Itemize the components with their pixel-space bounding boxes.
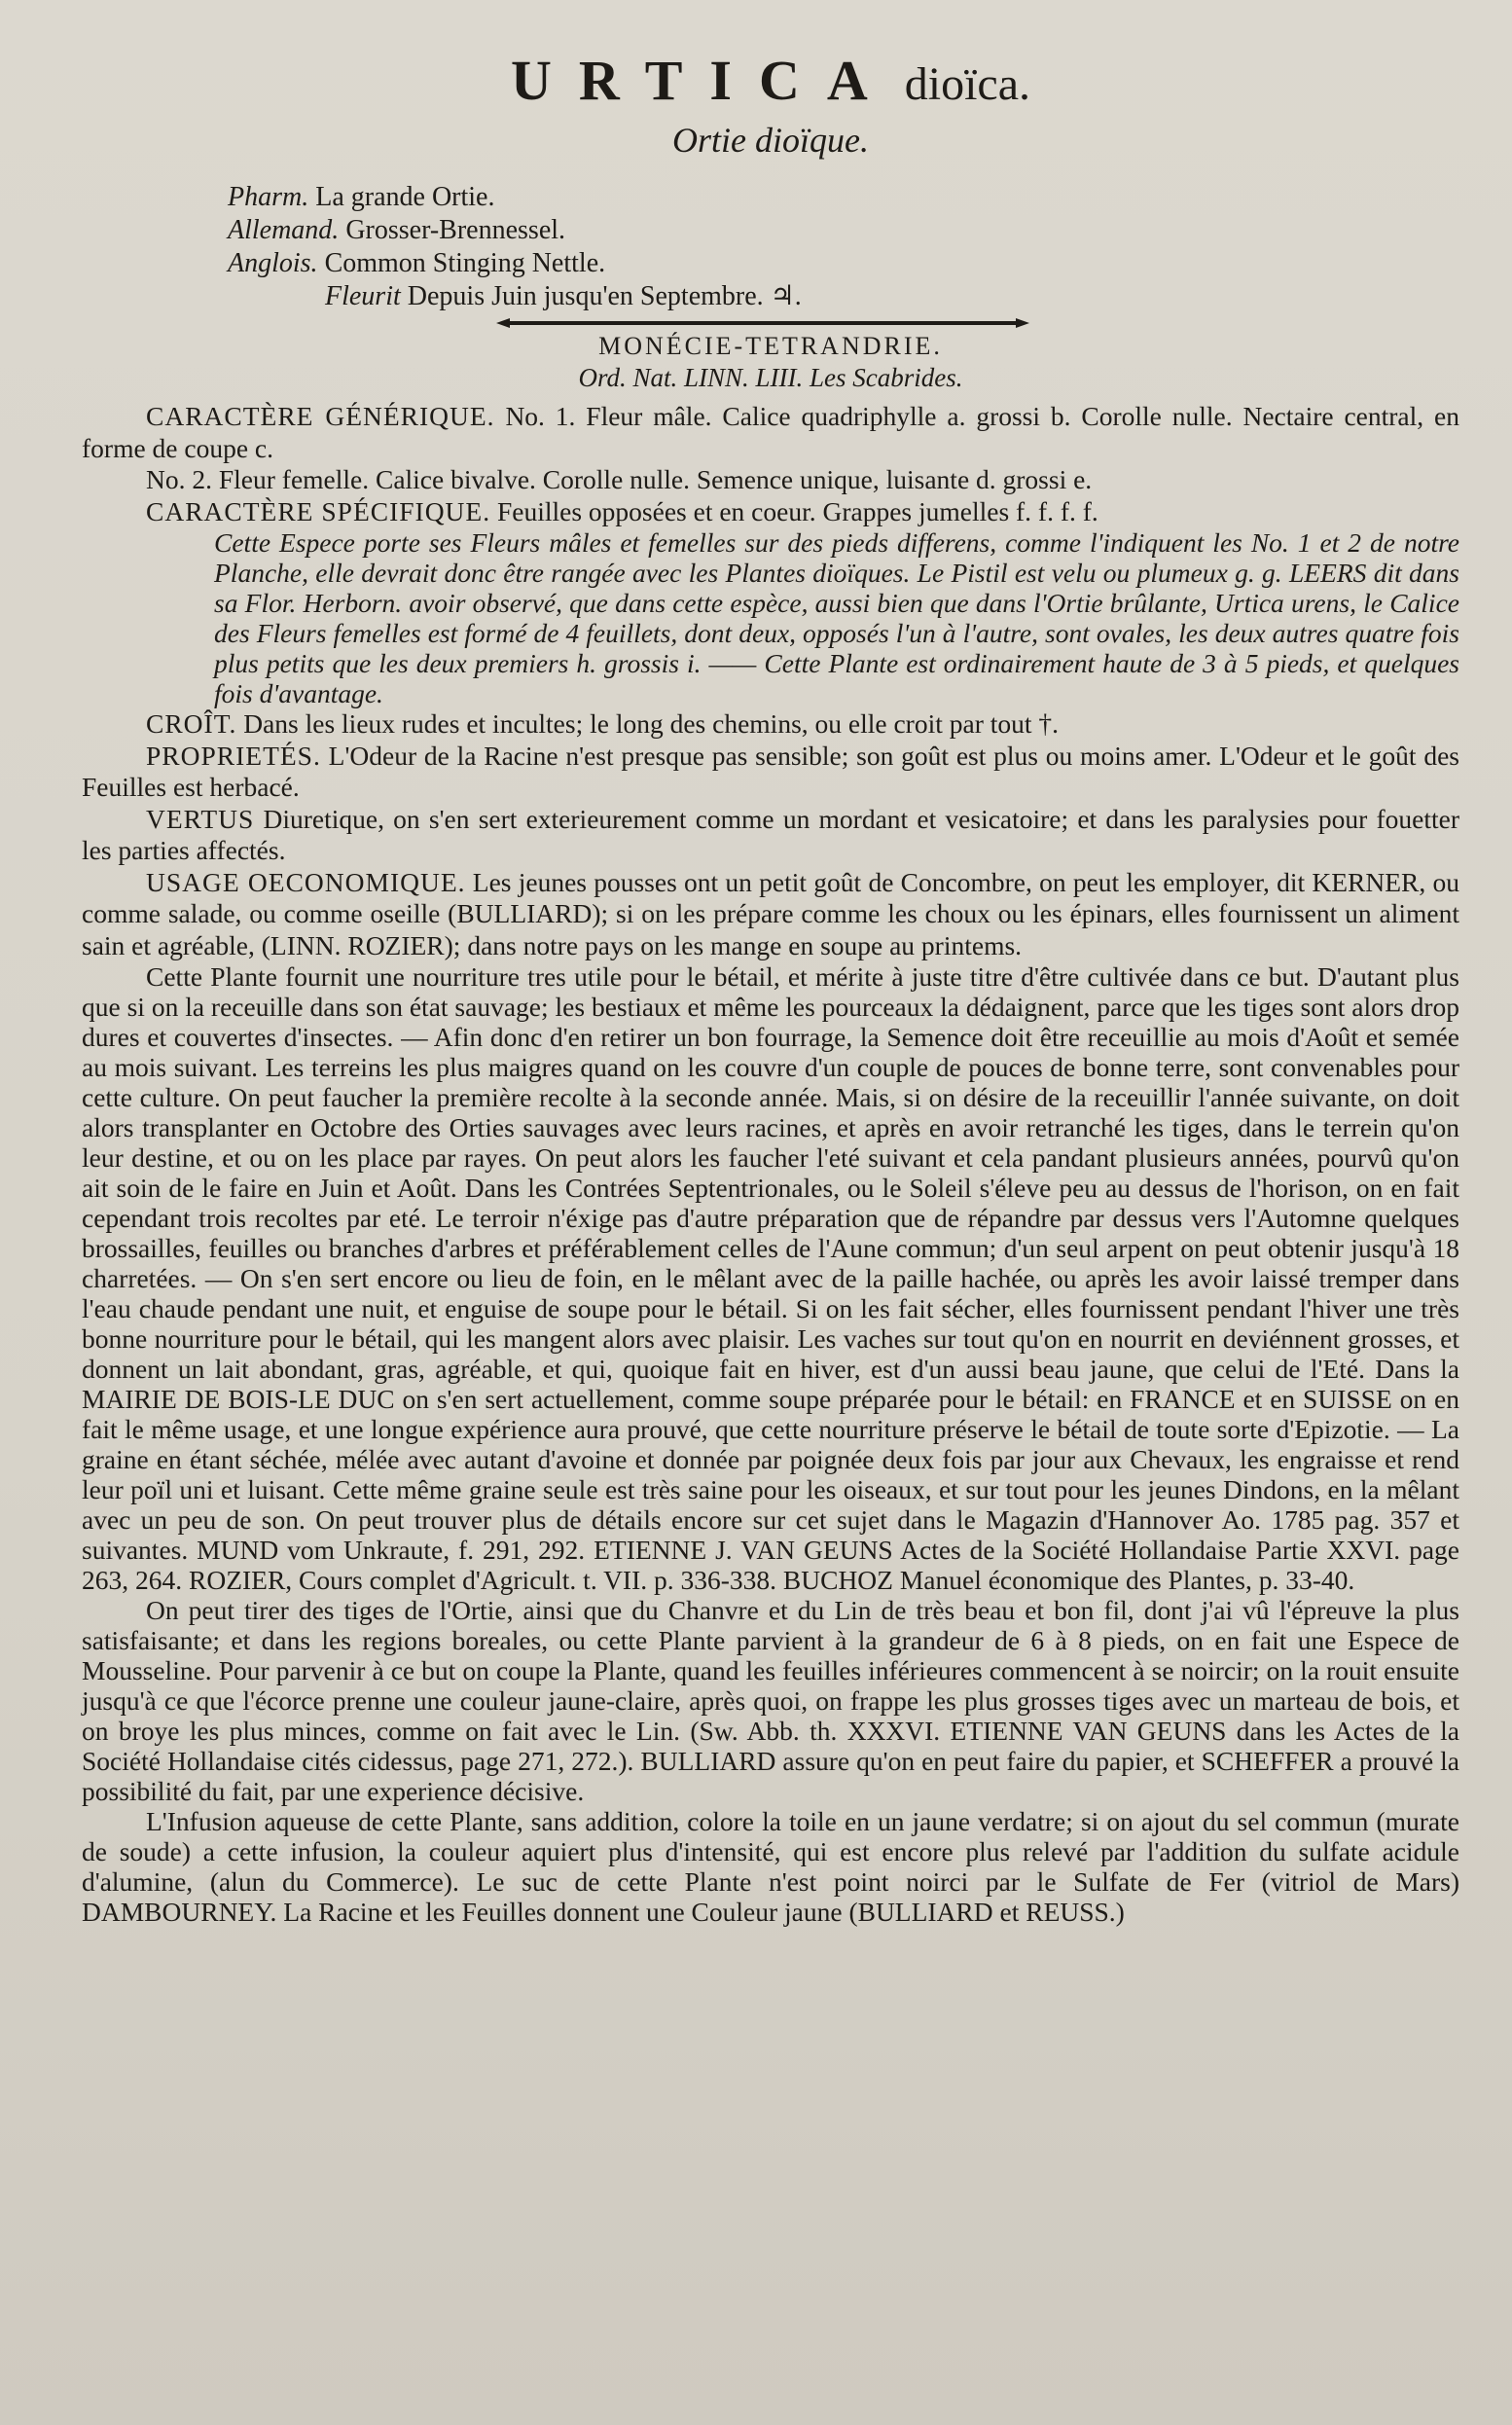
name-value: Grosser-Brennessel. [345,215,566,245]
section-label: CARACTÈRE SPÉCIFIQUE. [146,495,491,526]
name-label: Pharm. [228,182,309,212]
genus-name: URTICA [510,49,895,112]
habitat-section [82,708,1459,741]
name-row-pharm [228,181,1459,214]
main-text [82,401,1459,1927]
fodder-paragraph: Cette Plante fournit une nourriture tres utile pour le bétail, et mérite à juste titre d'être cultivée dans ce but. D'autant plus que si on la receuille dans son état sauvage; les bestiaux et même les pourceaux la dédaignent, parce que les tiges sont alors drop dures et couvertes d'insectes. — Afin donc d'en retirer un bon fourrage, la Semence doit être receuillie au mois d'Août et semée au mois suivant. Les terreins les plus maigres quand on les couvre d'un couple de pouces de bonne terre, sont convenables pour cette culture. On peut faucher la première recolte à la seconde année. Mais, si on désire de la receuillir l'année suivante, on doit alors transplanter en Octobre des Orties sauvages avec leurs racines, et après en avoir retranché les tiges, dans le terrein qu'on leur destine, et ou on les place par rayes. On peut alors les faucher l'eté suivant et cela pandant plusieurs années, pourvû qu'on ait soin de le faire en Juin et Août. Dans les Contrées Septentrionales, ou le Soleil s'éleve peu au dessus de l'horison, on en fait cependant trois recoltes par eté. Le terroir n'éxige pas d'autre préparation que de répandre par dessus vers l'Automne quelques brossailles, feuilles ou branches d'arbres et préférablement celles de l'Aune commun; d'un seul arpent on peut obtenir jusqu'à 18 charretées. — On s'en sert encore ou lieu de foin, en le mêlant avec de la paille hachée, ou après les avoir laissé tremper dans l'eau chaude pendant une nuit, et enguise de soupe pour le bétail. Si on les fait sécher, elles fournissent pendant l'hiver une très bonne nourriture pour le bétail, qui les mangent alors avec plaisir. Les vaches sur tout qu'on en nourrit en deviénnent grosses, et donnent un lait abondant, gras, agréable, et qui, quoique fait en hiver, est d'un aussi beau jaune, que celui de l'Eté. Dans la MAIRIE DE BOIS-LE DUC on s'en sert actuellement, comme soupe préparée pour le bétail: en FRANCE et en SUISSE on en fait le même usage, et une longue expérience aura prouvé, que cette nourriture préserve le bétail de toute sorte d'Epizotie. — La graine en étant séchée, mélée avec autant d'avoine et donnée par poignée deux fois par jour aux Chevaux, les engraisse et rend leur poïl uni et luisant. Cette même graine seule est très saine pour les oiseaux, et sur tout pour les jeunes Dindons, en la mêlant avec un peu de son. On peut trouver plus de détails encore sur cet sujet dans le Magazin d'Hannover Ao. 1785 pag. 357 et suivantes. MUND vom Unkraute, f. 291, 292. ETIENNE J. VAN GEUNS Actes de la Société Hollandaise Partie XXVI. page 263, 264. ROZIER, Cours complet d'Agricult. t. VII. p. 336-338. BUCHOZ Manuel économique des Plantes, p. 33-40. [82,961,1459,1595]
name-label: Anglois. [228,248,318,278]
female-flower: No. 2. Fleur femelle. Calice bivalve. Corolle nulle. Semence unique, luisante d. grossi e. [146,464,1093,494]
name-value: La grande Ortie. [315,182,495,212]
species-name: dioïca. [904,58,1031,110]
name-row-allemand [228,214,1459,247]
dye-paragraph: L'Infusion aqueuse de cette Plante, sans addition, colore la toile en un jaune verdatre; si on ajout du sel commun (murate de soude) a cette infusion, la couleur aquiert plus d'intensité, qui est encore plus relevé par l'addition du sulfate acidule d'alumine, (alun du Commerce). Le suc de cette Plante n'est point noirci par le Sulfate de Fer (vitriol de Mars) DAMBOURNEY. La Racine et les Feuilles donnent une Couleur jaune (BULLIARD et REUSS.) [82,1806,1459,1927]
page-title [82,47,1459,119]
virtues-section [82,804,1459,867]
section-text: L'Odeur de la Racine n'est presque pas sensible; son goût est plus ou moins amer. L'Odeur et le goût des Feuilles est herbacé. [82,740,1460,802]
properties-section [82,741,1459,804]
name-value: Depuis Juin jusqu'en Septembre. ♃. [407,281,802,311]
specific-character [82,496,1459,528]
vernacular-names [228,181,1459,313]
section-text: Feuilles opposées et en coeur. Grappes jumelles f. f. f. f. [496,495,1098,526]
section-label: VERTUS [146,803,255,834]
section-text: Les jeunes pousses ont un petit goût de Concombre, on peut les employer, dit KERNER, ou comme salade, ou comme oseille (BULLIARD); si on les prépare comme les choux ou les épinars, elles fournissent un aliment sain et agréable, (LINN. ROZIER); dans notre pays on les mange en soupe au printems. [82,866,1459,960]
generic-character [82,401,1459,464]
section-label: CROÎT. [146,708,237,739]
fibre-paragraph: On peut tirer des tiges de l'Ortie, ainsi que du Chanvre et du Lin de très beau et bon fil, dont j'ai vû l'épreuve la plus satisfaisante; et dans les regions boreales, ou cette Plante parvient à la grandeur de 6 à 8 pieds, on en fait une Espece de Mousseline. Pour parvenir à ce but on coupe la Plante, quand les feuilles inférieures commencent à se noircir; on la rouit ensuite jusqu'à ce que l'écorce prenne une couleur jaune-claire, après quoi, on frappe les plus grosses tiges avec un marteau de bois, et on broye les plus minces, comme on fait avec le Lin. (Sw. Abb. th. XXXVI. ETIENNE VAN GEUNS dans les Actes de la Société Hollandaise cités cidessus, page 271, 272.). BULLIARD assure qu'on en peut faire du papier, et SCHEFFER a prouvé la possibilité du fait, par une experience décisive. [82,1595,1459,1806]
linnaean-class: MONÉCIE-TETRANDRIE. [598,332,943,360]
french-name: Ortie dioïque. [672,121,869,160]
name-row-anglois [228,247,1459,280]
name-value: Common Stinging Nettle. [324,248,606,278]
section-text: No. 1. Fleur mâle. Calice quadriphylle a. grossi b. Corolle nulle. Nectaire central, en forme de coupe c. [82,401,1459,463]
name-row-fleurit [325,280,1459,313]
name-label: Allemand. [228,215,340,245]
section-text: Diuretique, on s'en sert exterieurement comme un mordant et vesicatoire; et dans les paralysies pour fouetter les parties affectés. [82,803,1459,865]
natural-order: Ord. Nat. LINN. LIII. Les Scabrides. [578,363,963,392]
name-label: Fleurit [325,281,401,311]
section-text: Dans les lieux rudes et incultes; le long des chemins, ou elle croit par tout †. [243,708,1060,739]
species-note: Cette Espece porte ses Fleurs mâles et femelles sur des pieds differens, comme l'indiquent les No. 1 et 2 de notre Planche, elle devrait donc être rangée avec les Plantes dioïques. Le Pistil est velu ou plumeux g. g. LEERS dit dans sa Flor. Herborn. avoir observé, que dans cette espèce, aussi bien que dans l'Ortie brûlante, Urtica urens, le Calice des Fleurs femelles est formé de 4 feuillets, dont deux, opposés l'un à l'autre, sont ovales, les deux autres quatre fois plus petits que les deux premiers h. grossis i. —— Cette Plante est ordinairement haute de 3 à 5 pieds, et quelques fois d'avantage. [214,527,1459,708]
section-label: PROPRIETÉS. [146,740,321,771]
economic-use-section [82,867,1459,962]
ornamental-rule [510,321,1016,325]
section-label: USAGE OECONOMIQUE. [146,866,466,897]
section-label: CARACTÈRE GÉNÉRIQUE. [146,401,495,431]
